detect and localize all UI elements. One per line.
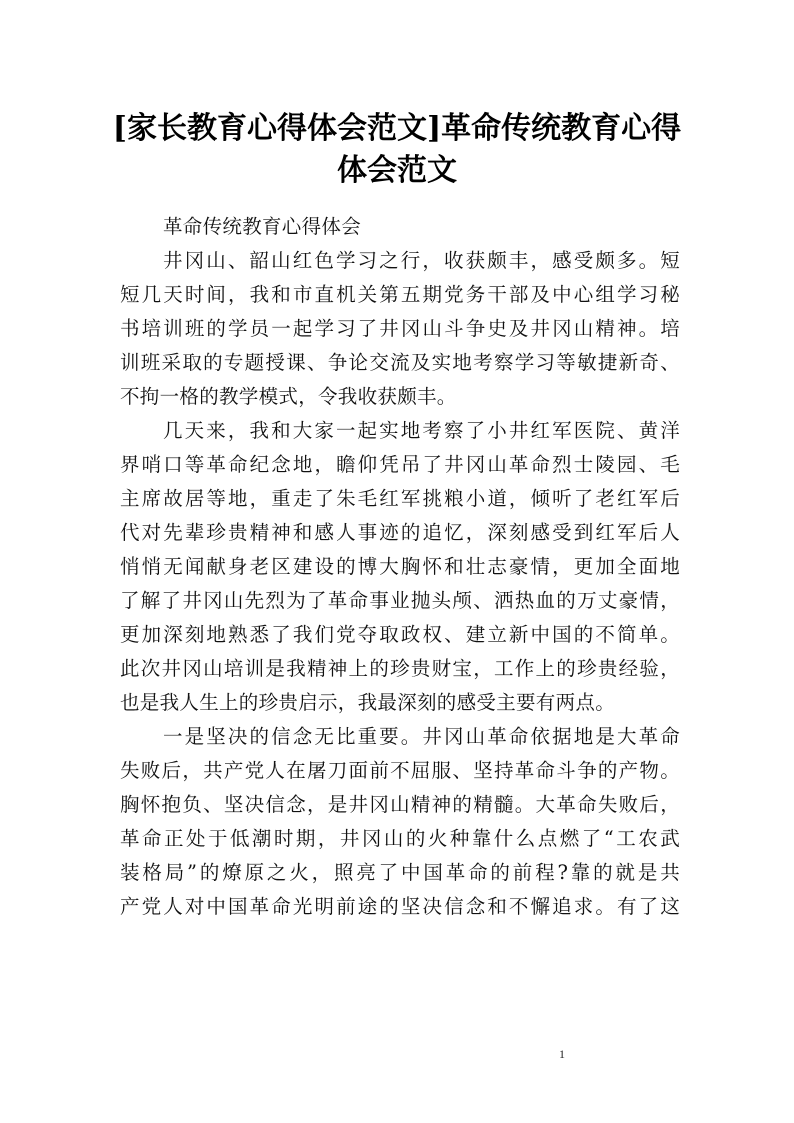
text-line: 悄悄无闻献身老区建设的博大胸怀和壮志豪情，更加全面地 (120, 555, 680, 578)
section-heading (120, 210, 680, 244)
text-line: 短几天时间，我和市直机关第五期党务干部及中心组学习秘 (120, 283, 680, 306)
text-line: 代对先辈珍贵精神和感人事迹的追忆，深刻感受到红军后人 (120, 521, 680, 544)
text-line: 主席故居等地，重走了朱毛红军挑粮小道，倾听了老红军后 (120, 487, 680, 510)
document-body (120, 210, 680, 924)
text-line: 不拘一格的教学模式，令我收获颇丰。 (120, 385, 457, 408)
paragraph (120, 414, 680, 720)
paragraph (120, 244, 680, 414)
title-line-2: 体会范文 (337, 153, 457, 188)
text-line: 井冈山、韶山红色学习之行，收获颇丰，感受颇多。短 (163, 249, 680, 272)
text-line: 书培训班的学员一起学习了井冈山斗争史及井冈山精神。培 (120, 317, 680, 340)
text-line: 也是我人生上的珍贵启示，我最深刻的感受主要有两点。 (120, 691, 616, 714)
text-line: 产党人对中国革命光明前途的坚决信念和不懈追求。有了这 (120, 895, 680, 918)
text-line: 革命正处于低潮时期，井冈山的火种靠什么点燃了“工农武 (120, 827, 680, 850)
document-title (100, 108, 694, 192)
text-line: 一是坚决的信念无比重要。井冈山革命依据地是大革命 (163, 725, 680, 748)
text-line: 训班采取的专题授课、争论交流及实地考察学习等敏捷新奇、 (120, 351, 680, 374)
title-line-1: [家长教育心得体会范文]革命传统教育心得 (112, 111, 682, 146)
text-line: 几天来，我和大家一起实地考察了小井红军医院、黄洋 (163, 419, 680, 442)
text-line: 失败后，共产党人在屠刀面前不屈服、坚持革命斗争的产物。 (120, 759, 680, 782)
text-line: 胸怀抱负、坚决信念，是井冈山精神的精髓。大革命失败后， (120, 793, 680, 816)
text-line: 此次井冈山培训是我精神上的珍贵财宝，工作上的珍贵经验， (120, 657, 680, 680)
page-number: 1 (559, 1047, 565, 1061)
text-line: 革命传统教育心得体会 (163, 215, 362, 238)
text-line: 装格局”的燎原之火，照亮了中国革命的前程?靠的就是共 (120, 861, 680, 884)
text-line: 了解了井冈山先烈为了革命事业抛头颅、洒热血的万丈豪情， (120, 589, 680, 612)
paragraph (120, 720, 680, 924)
text-line: 界哨口等革命纪念地，瞻仰凭吊了井冈山革命烈士陵园、毛 (120, 453, 680, 476)
text-line: 更加深刻地熟悉了我们党夺取政权、建立新中国的不简单。 (120, 623, 680, 646)
